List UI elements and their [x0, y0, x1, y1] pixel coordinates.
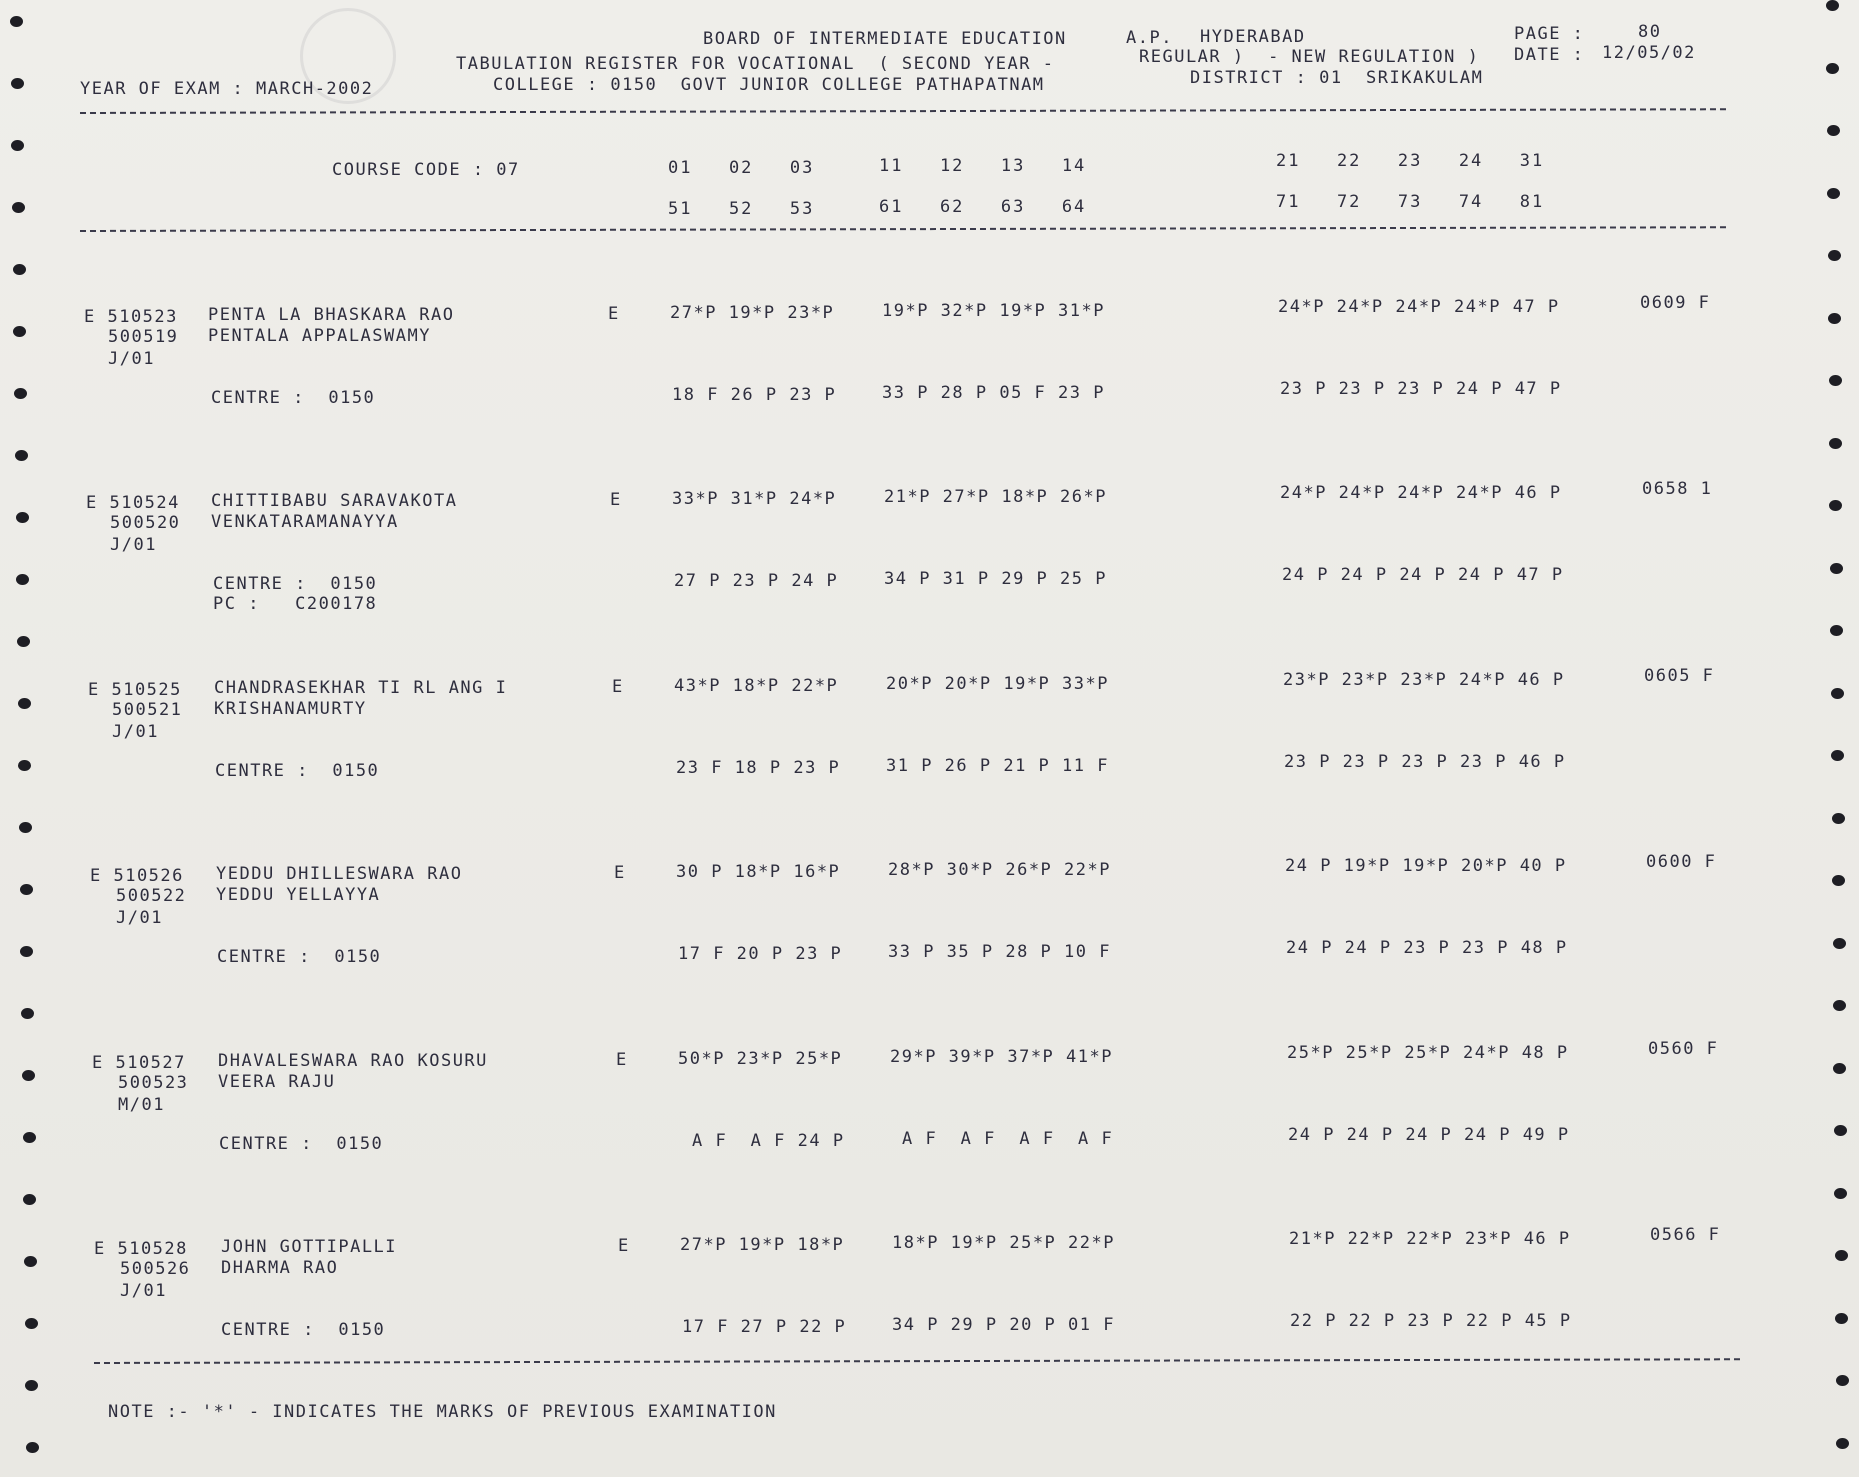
feed-hole — [21, 1008, 34, 1019]
centre-code: CENTRE : 0150 — [213, 574, 378, 594]
page-label: PAGE : — [1514, 24, 1585, 44]
board-title: BOARD OF INTERMEDIATE EDUCATION — [703, 29, 1067, 49]
marks-group3-row2: 23 P 23 P 23 P 23 P 46 P — [1284, 752, 1566, 772]
feed-hole — [11, 140, 24, 151]
feed-hole — [1833, 1063, 1846, 1074]
page-number: 80 — [1638, 22, 1662, 42]
marks-group2-row2: 33 P 35 P 28 P 10 F — [888, 942, 1111, 962]
feed-hole — [1836, 1375, 1849, 1386]
feed-hole — [1834, 1125, 1847, 1136]
group-code: J/01 — [116, 908, 163, 928]
feed-hole — [1831, 688, 1844, 699]
total-result: 0566 F — [1650, 1225, 1721, 1245]
medium: E — [608, 304, 620, 324]
marks-group2: 29*P 39*P 37*P 41*P — [890, 1047, 1113, 1067]
marks-group1: 50*P 23*P 25*P — [678, 1049, 843, 1069]
medium: E — [610, 490, 622, 510]
group-code: J/01 — [120, 1281, 167, 1301]
footnote: NOTE :- '*' - INDICATES THE MARKS OF PREVIOUS EXAMINATION — [108, 1402, 777, 1422]
marks-group3: 24*P 24*P 24*P 24*P 47 P — [1278, 297, 1560, 317]
feed-hole — [1828, 313, 1841, 324]
register-title: TABULATION REGISTER FOR VOCATIONAL ( SECOND YEAR - — [456, 54, 1055, 74]
register-number: E 510528 — [94, 1239, 188, 1259]
total-result: 0605 F — [1644, 666, 1715, 686]
feed-hole — [1834, 1188, 1847, 1199]
feed-hole — [1829, 438, 1842, 449]
feed-hole — [25, 1318, 38, 1329]
student-name: JOHN GOTTIPALLI — [221, 1237, 398, 1257]
total-result: 0600 F — [1646, 852, 1717, 872]
hall-ticket-number: 500522 — [116, 886, 187, 906]
total-result: 0609 F — [1640, 293, 1711, 313]
hall-ticket-number: 500526 — [120, 1259, 191, 1279]
father-name: YEDDU YELLAYYA — [216, 885, 381, 905]
subject-codes-group1-row2: 51 52 53 — [668, 199, 815, 219]
feed-hole — [16, 574, 29, 585]
marks-group2-row2: 31 P 26 P 21 P 11 F — [886, 756, 1109, 776]
feed-hole — [18, 760, 31, 771]
feed-hole — [1826, 0, 1839, 11]
register-number: E 510524 — [86, 493, 180, 513]
feed-hole — [18, 698, 31, 709]
father-name: DHARMA RAO — [221, 1258, 339, 1278]
feed-hole — [17, 636, 30, 647]
medium: E — [612, 677, 624, 697]
student-name: PENTA LA BHASKARA RAO — [208, 305, 455, 325]
feed-hole — [23, 1194, 36, 1205]
total-result: 0560 F — [1648, 1039, 1719, 1059]
marks-group2-row2: 34 P 31 P 29 P 25 P — [884, 569, 1107, 589]
father-name: VEERA RAJU — [218, 1072, 336, 1092]
marks-group1: 33*P 31*P 24*P — [672, 489, 837, 509]
marks-group3-row2: 24 P 24 P 24 P 24 P 49 P — [1288, 1125, 1570, 1145]
marks-group2: 21*P 27*P 18*P 26*P — [884, 487, 1107, 507]
feed-hole — [1833, 938, 1846, 949]
feed-hole — [1832, 875, 1845, 886]
feed-hole — [14, 388, 27, 399]
feed-hole — [20, 946, 33, 957]
father-name: VENKATARAMANAYYA — [211, 512, 399, 532]
date-label: DATE : — [1514, 45, 1585, 65]
feed-hole — [22, 1070, 35, 1081]
feed-hole — [1828, 250, 1841, 261]
subject-codes-group3-row2: 71 72 73 74 81 — [1276, 192, 1545, 212]
father-name: KRISHANAMURTY — [214, 699, 367, 719]
feed-hole — [1827, 188, 1840, 199]
marks-group1-row2: 23 F 18 P 23 P — [676, 758, 841, 778]
marks-group3-row2: 23 P 23 P 23 P 24 P 47 P — [1280, 379, 1562, 399]
subject-codes-group2-row1: 11 12 13 14 — [879, 156, 1087, 176]
marks-group3-row2: 22 P 22 P 23 P 22 P 45 P — [1290, 1311, 1572, 1331]
centre-code: CENTRE : 0150 — [221, 1320, 386, 1340]
course-code: COURSE CODE : 07 — [332, 160, 520, 180]
student-name: YEDDU DHILLESWARA RAO — [216, 864, 463, 884]
marks-group3: 24*P 24*P 24*P 24*P 46 P — [1280, 483, 1562, 503]
feed-hole — [16, 512, 29, 523]
marks-group3: 24 P 19*P 19*P 20*P 40 P — [1285, 856, 1567, 876]
feed-hole — [26, 1442, 39, 1453]
hall-ticket-number: 500519 — [108, 327, 179, 347]
feed-hole — [1830, 563, 1843, 574]
centre-code: CENTRE : 0150 — [217, 947, 382, 967]
medium: E — [618, 1236, 630, 1256]
district-label: DISTRICT : 01 SRIKAKULAM — [1190, 68, 1484, 88]
register-number: E 510525 — [88, 680, 182, 700]
header-rule — [80, 108, 1726, 114]
marks-group2: 20*P 20*P 19*P 33*P — [886, 674, 1109, 694]
centre-code: CENTRE : 0150 — [211, 388, 376, 408]
year-of-exam: YEAR OF EXAM : MARCH-2002 — [80, 79, 374, 99]
marks-group1-row2: A F A F 24 P — [692, 1131, 845, 1151]
feed-hole — [1829, 500, 1842, 511]
feed-hole — [1831, 750, 1844, 761]
group-code: J/01 — [110, 535, 157, 555]
marks-group1-row2: 17 F 27 P 22 P — [682, 1317, 847, 1337]
register-number: E 510523 — [84, 307, 178, 327]
marks-group1: 30 P 18*P 16*P — [676, 862, 841, 882]
father-name: PENTALA APPALASWAMY — [208, 326, 431, 346]
feed-hole — [1833, 1000, 1846, 1011]
feed-hole — [13, 326, 26, 337]
feed-hole — [1836, 1438, 1849, 1449]
marks-group1: 43*P 18*P 22*P — [674, 676, 839, 696]
marks-group1-row2: 17 F 20 P 23 P — [678, 944, 843, 964]
total-result: 0658 1 — [1642, 479, 1713, 499]
marks-group3: 25*P 25*P 25*P 24*P 48 P — [1287, 1043, 1569, 1063]
feed-hole — [15, 450, 28, 461]
college-label: COLLEGE : 0150 GOVT JUNIOR COLLEGE PATHAPATNAM — [493, 75, 1045, 95]
state-label: A.P. — [1126, 28, 1173, 48]
medium: E — [614, 863, 626, 883]
report-date: 12/05/02 — [1602, 43, 1696, 63]
feed-hole — [24, 1256, 37, 1267]
centre-code: CENTRE : 0150 — [215, 761, 380, 781]
marks-group1: 27*P 19*P 23*P — [670, 303, 835, 323]
regulation-label: REGULAR ) - NEW REGULATION ) — [1139, 47, 1480, 67]
subject-codes-group1-row1: 01 02 03 — [668, 158, 815, 178]
feed-hole — [23, 1132, 36, 1143]
feed-hole — [1835, 1313, 1848, 1324]
marks-group1-row2: 27 P 23 P 24 P — [674, 571, 839, 591]
feed-hole — [25, 1380, 38, 1391]
marks-group2: 18*P 19*P 25*P 22*P — [892, 1233, 1115, 1253]
codes-rule — [80, 226, 1726, 232]
student-name: CHITTIBABU SARAVAKOTA — [211, 491, 458, 511]
marks-group3-row2: 24 P 24 P 24 P 24 P 47 P — [1282, 565, 1564, 585]
hall-ticket-number: 500521 — [112, 700, 183, 720]
subject-codes-group3-row1: 21 22 23 24 31 — [1276, 151, 1545, 171]
marks-group2-row2: 34 P 29 P 20 P 01 F — [892, 1315, 1115, 1335]
student-name: DHAVALESWARA RAO KOSURU — [218, 1051, 488, 1071]
centre-code: CENTRE : 0150 — [219, 1134, 384, 1154]
feed-hole — [13, 264, 26, 275]
student-name: CHANDRASEKHAR TI RL ANG I — [214, 678, 508, 698]
group-code: J/01 — [108, 349, 155, 369]
register-number: E 510527 — [92, 1053, 186, 1073]
register-number: E 510526 — [90, 866, 184, 886]
hall-ticket-number: 500520 — [110, 513, 181, 533]
feed-hole — [11, 78, 24, 89]
marks-group3: 21*P 22*P 22*P 23*P 46 P — [1289, 1229, 1571, 1249]
subject-codes-group2-row2: 61 62 63 64 — [879, 197, 1087, 217]
feed-hole — [1832, 813, 1845, 824]
feed-hole — [1829, 375, 1842, 386]
feed-hole — [10, 16, 23, 27]
group-code: M/01 — [118, 1095, 165, 1115]
marks-group2-row2: 33 P 28 P 05 F 23 P — [882, 383, 1105, 403]
hall-ticket-number: 500523 — [118, 1073, 189, 1093]
medium: E — [616, 1050, 628, 1070]
feed-hole — [1835, 1250, 1848, 1261]
feed-hole — [12, 202, 25, 213]
city-label: HYDERABAD — [1200, 27, 1306, 47]
feed-hole — [1830, 625, 1843, 636]
feed-hole — [1827, 125, 1840, 136]
marks-group1-row2: 18 F 26 P 23 P — [672, 385, 837, 405]
marks-group3-row2: 24 P 24 P 23 P 23 P 48 P — [1286, 938, 1568, 958]
group-code: J/01 — [112, 722, 159, 742]
marks-group2-row2: A F A F A F A F — [902, 1129, 1114, 1149]
feed-hole — [19, 822, 32, 833]
feed-hole — [1826, 63, 1839, 74]
marks-group2: 28*P 30*P 26*P 22*P — [888, 860, 1111, 880]
marks-group3: 23*P 23*P 23*P 24*P 46 P — [1283, 670, 1565, 690]
marks-group2: 19*P 32*P 19*P 31*P — [882, 301, 1105, 321]
marks-group1: 27*P 19*P 18*P — [680, 1235, 845, 1255]
pc-code: PC : C200178 — [213, 594, 378, 614]
feed-hole — [20, 884, 33, 895]
footer-rule — [94, 1358, 1740, 1364]
